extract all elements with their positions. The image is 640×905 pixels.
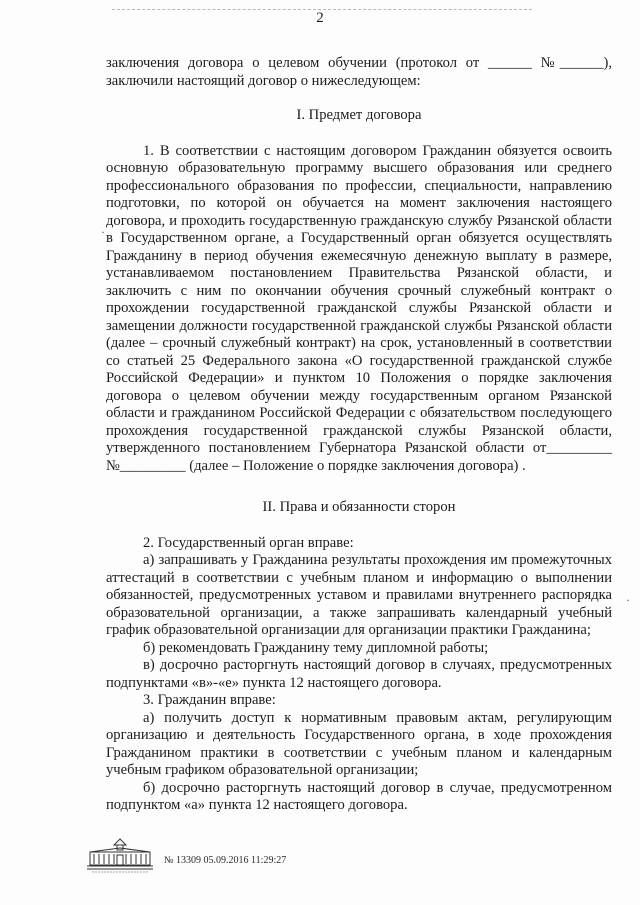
intro-paragraph: заключения договора о целевом обучении (протокол от ______ №______), заключили настоящий договор о нижеследующем:	[106, 55, 612, 89]
paragraph-2: 2. Государственный орган вправе:	[143, 534, 354, 551]
paragraph-2a: а) запрашивать у Гражданина результаты прохождения им промежуточных аттестаций в соответствии с учебным планом и информацию о выполнении обязанностей, предусмотренных уставом и правилами внутреннего распорядка образовательной организации, а также запрашивать календарный учебный график образовательной организации для организации практики Гражданина;	[106, 552, 612, 638]
paragraph-3a: а) получить доступ к нормативным правовым актам, регулирующим организацию и деятельность Государственного органа, в ходе прохождения Гражданином практики в соответствии с учебным планом и календарным учебным графиком образовательной организации;	[106, 709, 612, 778]
document-body	[106, 55, 612, 815]
paragraph-3b: б) досрочно расторгнуть настоящий договор в случае, предусмотренном подпунктом «а» пункта 12 настоящего договора.	[106, 779, 612, 813]
scan-dot: ·	[101, 225, 105, 239]
section-heading-subject: I. Предмет договора	[296, 107, 422, 123]
section-heading-rights: II. Права и обязанности сторон	[262, 499, 456, 515]
paragraph-1: 1. В соответствии с настоящим договором Гражданин обязуется освоить основную образовательную программу высшего образования или среднего профессионального образования по профессии, специальности, направлению подготовки, по которой он обучается на момент заключения настоящего договора, и проходить государственную гражданскую службу Рязанской области в Государственном органе, а Государственный орган обязуется осуществлять Гражданину в период обучения ежемесячную денежную выплату в размере, устанавливаемом постановлением Правительства Рязанской области, и заключить с ним по окончании обучения срочный служебный контракт о прохождении государственной гражданской службы Рязанской области и замещении должности государственной гражданской службы Рязанской области (далее – срочный служебный контракт) на срок, установленный в соответствии со статьей 25 Федерального закона «О государственной гражданской службе Российской Федерации» и пунктом 10 Положения о порядке заключения договора о целевом обучении между государственным органом Рязанской области и гражданином Российской Федерации с обязательством последующего прохождения государственной гражданской службы Рязанской области, утвержденного постановлением Губернатора Рязанской области от_________ №_________ (далее – Положение о порядке заключения договора) .	[106, 142, 612, 474]
building-stamp-icon	[84, 836, 156, 876]
registration-stamp: № 13309 05.09.2016 11:29:27	[164, 855, 287, 866]
page-number: 2	[316, 10, 324, 26]
document-footer	[84, 828, 384, 888]
paragraph-2c: в) досрочно расторгнуть настоящий договор в случаях, предусмотренных подпунктами «в»-«е» пункта 12 настоящего договора.	[106, 657, 612, 691]
scan-dot: ·	[626, 593, 630, 607]
paragraph-2b: б) рекомендовать Гражданину тему дипломной работы;	[143, 639, 489, 656]
paragraph-3: 3. Гражданин вправе:	[143, 692, 276, 708]
